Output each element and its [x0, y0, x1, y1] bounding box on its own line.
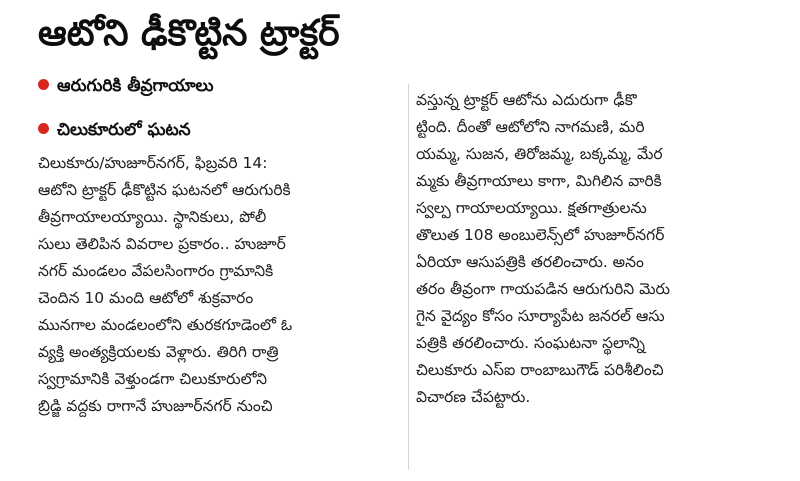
subheadline-text: ఆరుగురికి తీవ్రగాయాలు	[57, 76, 214, 96]
bullet-icon	[38, 79, 49, 90]
subheadline-1	[38, 74, 214, 98]
body-line: గైన వైద్యం కోసం సూర్యాపేట జనరల్ ఆసు	[416, 307, 665, 325]
body-line: వస్తున్న ట్రాక్టర్ ఆటోను ఎదురుగా ఢీకొ	[416, 91, 637, 109]
right-column	[416, 87, 776, 411]
headline: ఆటోని ఢీకొట్టిన ట్రాక్టర్	[38, 13, 340, 54]
body-line: ట్టింది. దీంతో ఆటోలోని నాగమణి, మరి	[416, 118, 645, 136]
body-line: వ్యక్తి అంత్యక్రియలకు వెళ్లారు. తిరిగి రాత్రి	[38, 343, 279, 361]
body-line: తీవ్రగాయాలయ్యాయి. స్థానికులు, పోలీ	[38, 208, 267, 226]
bullet-icon	[38, 123, 49, 134]
body-line: పత్రికి తరలించారు. సంఘటనా స్థలాన్ని	[416, 334, 645, 352]
body-line: నగర్ మండలం వేపలసింగారం గ్రామానికి	[38, 262, 274, 280]
body-line: మ్మకు తీవ్రగాయాలు కాగా, మిగిలిన వారికి	[416, 172, 662, 190]
subheadline-2	[38, 118, 191, 142]
body-line: సులు తెలిపిన వివరాల ప్రకారం.. హుజూర్	[38, 235, 286, 253]
body-line: చెందిన 10 మంది ఆటోలో శుక్రవారం	[38, 289, 254, 307]
body-line: తరం తీవ్రంగా గాయపడిన ఆరుగురిని మెరు	[416, 280, 671, 298]
body-line: ఏరియా ఆసుపత్రికి తరలించారు. అనం	[416, 253, 644, 271]
column-divider	[408, 84, 409, 470]
body-line: తొలుత 108 అంబులెన్స్‌లో హుజూర్‌నగర్	[416, 226, 665, 244]
body-line: చిలుకూరు ఎస్ఐ రాంబాబుగౌడ్ పరిశీలించి	[416, 361, 664, 379]
body-line: స్వల్ప గాయాలయ్యాయి. క్షతగాత్రులను	[416, 199, 647, 217]
body-line: బ్రిడ్జి వద్దకు రాగానే హుజూర్‌నగర్ నుంచి	[38, 397, 273, 415]
body-line: విచారణ చేపట్టారు.	[416, 388, 531, 406]
body-line: చిలుకూరు/హుజూర్‌నగర్, ఫిబ్రవరి 14:	[38, 154, 268, 172]
left-column	[38, 150, 406, 420]
subheadline-text: చిలుకూరులో ఘటన	[57, 120, 191, 140]
body-line: స్వగ్రామానికి వెళ్తుండగా చిలుకూరులోని	[38, 370, 268, 388]
body-line: ఆటోని ట్రాక్టర్ ఢీకొట్టిన ఘటనలో ఆరుగురికి	[38, 181, 291, 199]
body-line: యమ్మ, సుజన, తిరోజమ్మ, బక్కమ్మ, మేర	[416, 145, 663, 163]
body-line: మునగాల మండలంలోని తురకగూడెంలో ఓ	[38, 316, 293, 334]
